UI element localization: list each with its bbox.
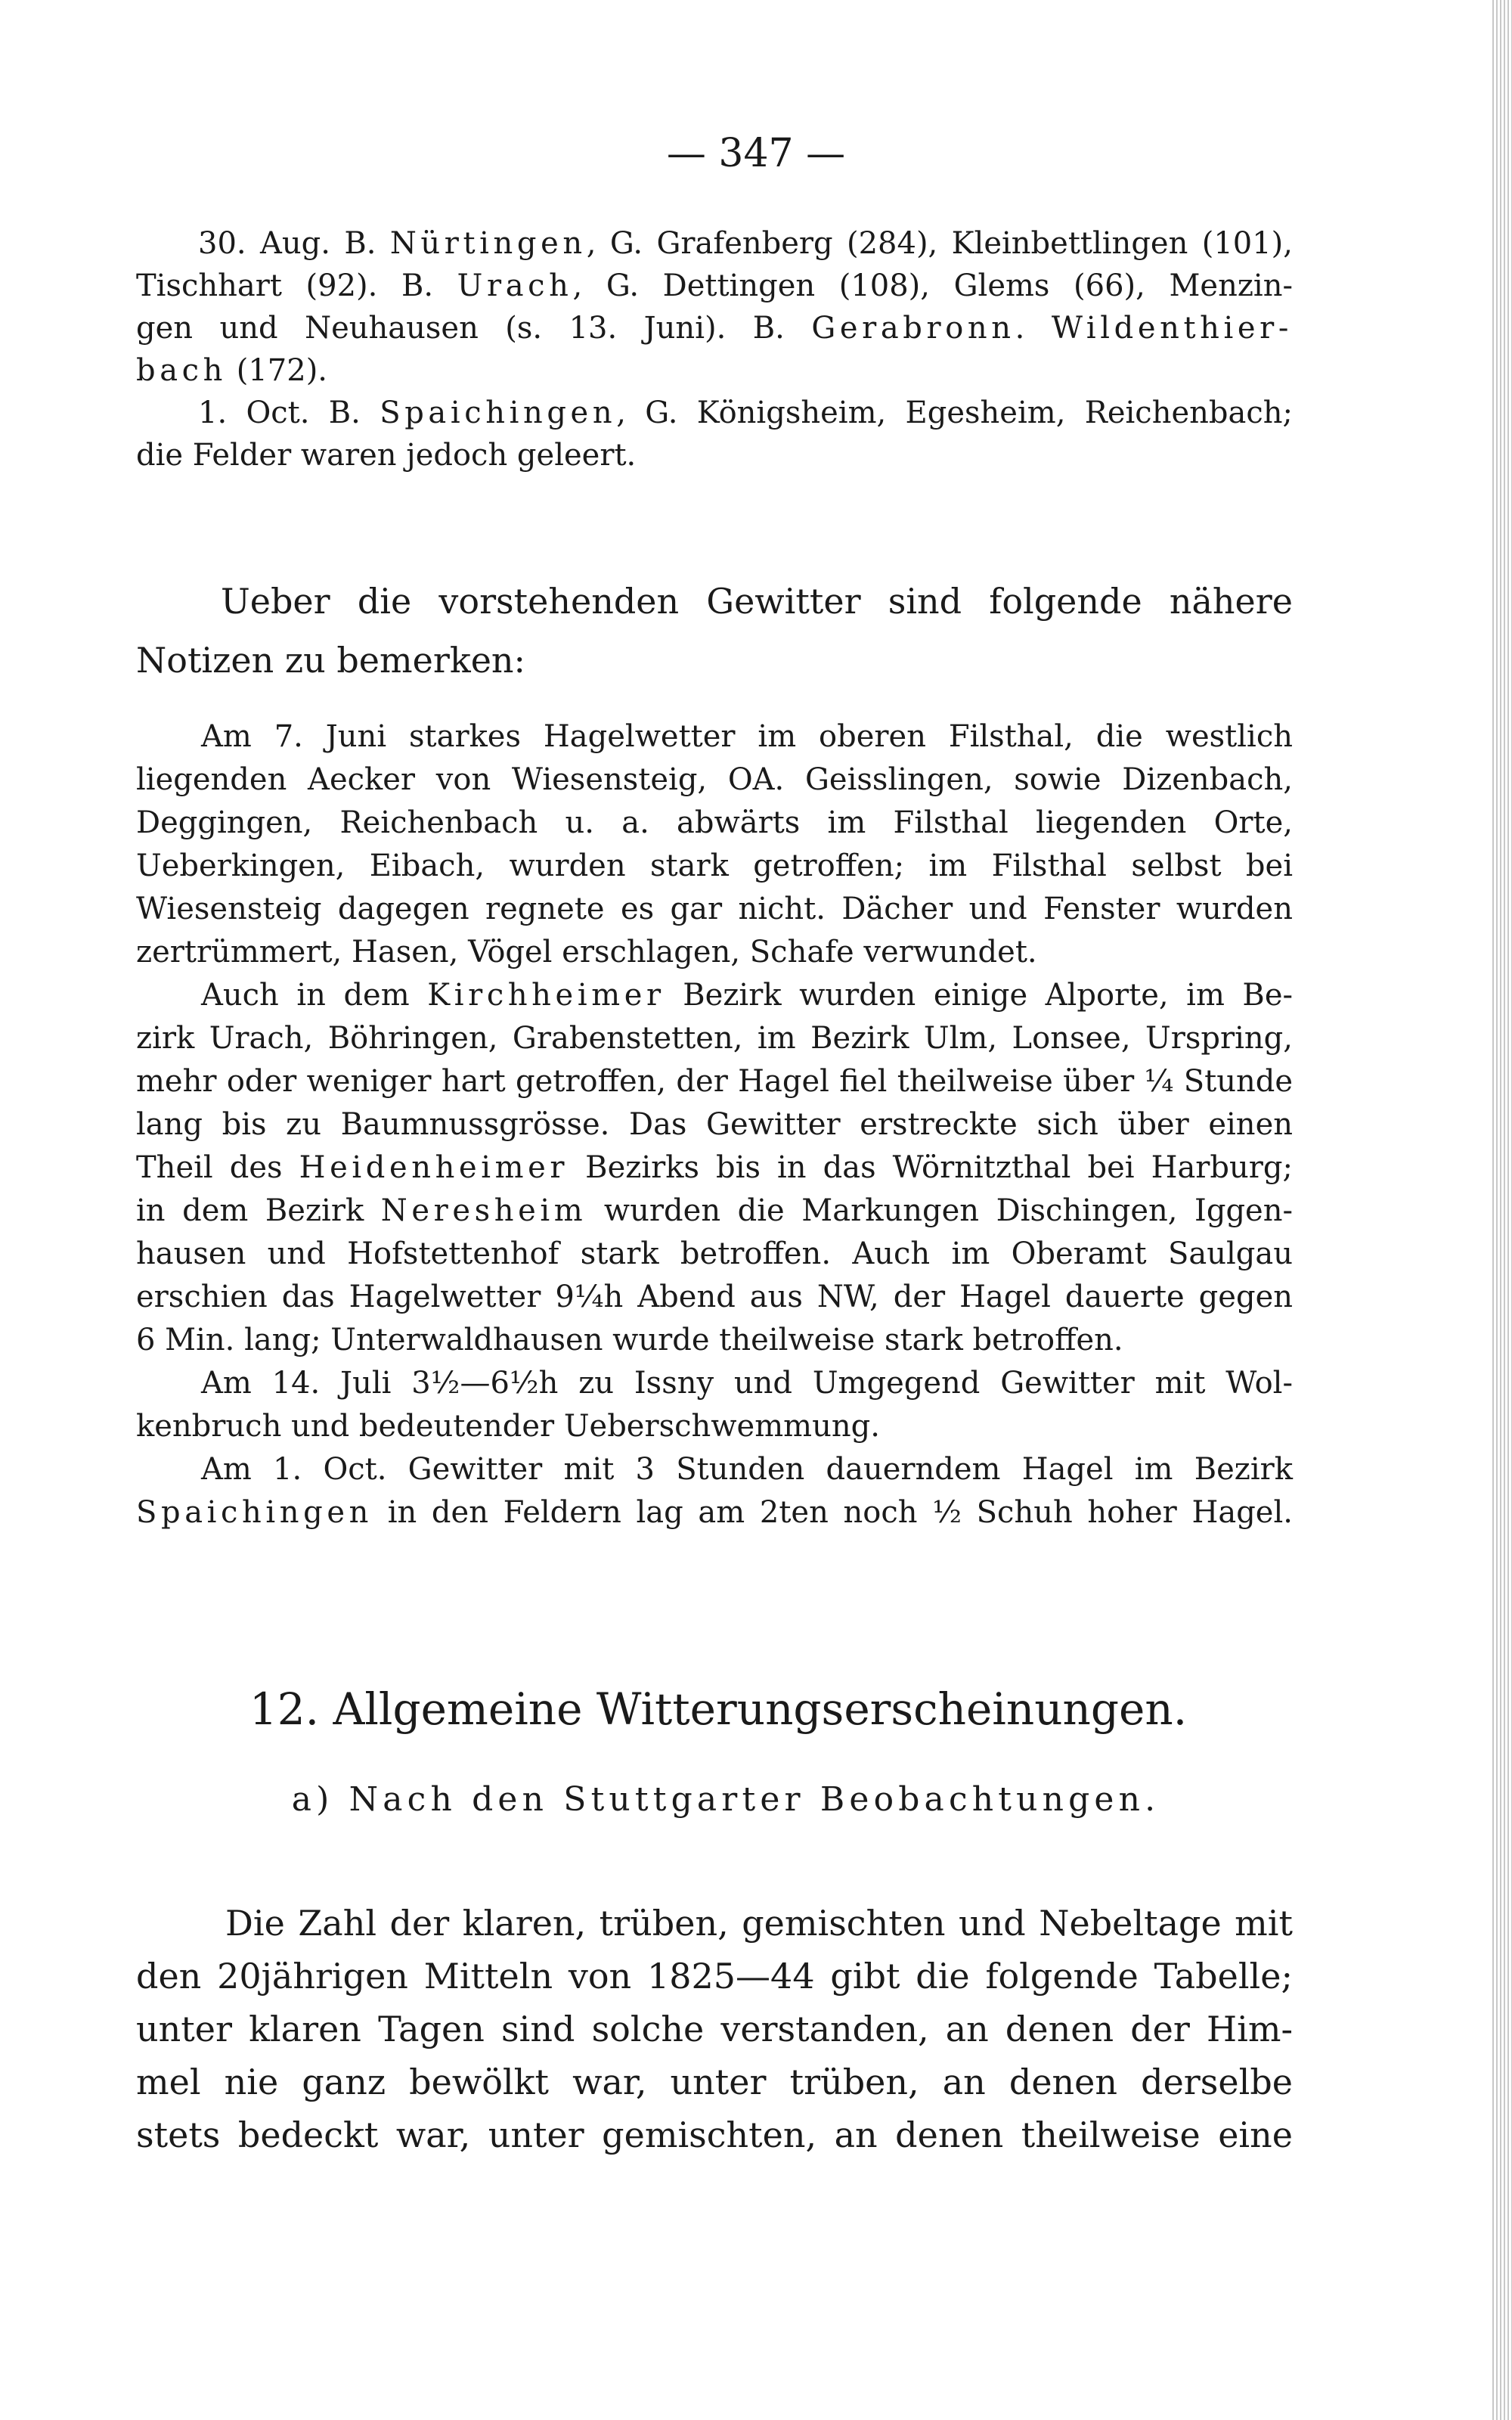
text-line: Die Zahl der klaren, trüben, gemischten und Nebeltage mit: [225, 1903, 1293, 1944]
page-edge: [1492, 0, 1512, 2420]
text-line: mehr oder weniger hart getroffen, der Hagel fiel theilweise über ¼ Stunde: [136, 1064, 1293, 1099]
text-line: Ueberkingen, Eibach, wurden stark getroffen; im Filsthal selbst bei: [136, 849, 1293, 883]
spaced-name: Gerabronn: [811, 311, 1015, 346]
text-line: zertrümmert, Hasen, Vögel erschlagen, Schafe verwundet.: [136, 935, 1037, 970]
text-line: erschien das Hagelwetter 9¼h Abend aus NW, der Hagel dauerte gegen: [136, 1280, 1293, 1314]
text-line: bach (172).: [136, 353, 328, 388]
text-line: Am 7. Juni starkes Hagelwetter im oberen Filsthal, die westlich: [201, 719, 1293, 754]
text-line: 6 Min. lang; Unterwaldhausen wurde theilweise stark betroffen.: [136, 1323, 1123, 1357]
text-line: Spaichingen in den Feldern lag am 2ten noch ½ Schuh hoher Hagel.: [136, 1495, 1293, 1530]
section-subheading: a) Nach den Stuttgarter Beobachtungen.: [291, 1780, 1160, 1819]
text-line: stets bedeckt war, unter gemischten, an denen theilweise eine: [136, 2114, 1293, 2155]
text-line: hausen und Hofstettenhof stark betroffen. Auch im Oberamt Saulgau: [136, 1236, 1293, 1271]
spaced-name: Spaichingen: [380, 396, 617, 430]
text-line: mel nie ganz bewölkt war, unter trüben, an denen derselbe: [136, 2062, 1293, 2102]
spaced-name: Neresheim: [380, 1193, 587, 1228]
text-line: Wiesensteig dagegen regnete es gar nicht. Dächer und Fenster wurden: [136, 892, 1293, 926]
text-line: 30. Aug. B. Nürtingen, G. Grafenberg (284), Kleinbettlingen (101),: [198, 226, 1293, 261]
text-line: Notizen zu bemerken:: [136, 640, 526, 681]
spaced-name: Kirchheimer: [427, 978, 665, 1013]
spaced-name: Nürtingen: [389, 226, 587, 261]
page-number: — 347 —: [666, 131, 846, 176]
text-line: unter klaren Tagen sind solche verstanden, an denen der Him-: [136, 2009, 1293, 2049]
text-line: die Felder waren jedoch geleert.: [136, 438, 637, 473]
text-line: Am 1. Oct. Gewitter mit 3 Stunden dauerndem Hagel im Bezirk: [201, 1452, 1293, 1487]
spaced-name: Spaichingen: [136, 1495, 373, 1530]
text-line: liegenden Aecker von Wiesensteig, OA. Geisslingen, sowie Dizenbach,: [136, 762, 1293, 797]
spaced-name: bach: [136, 353, 228, 388]
text-line: Am 14. Juli 3½—6½h zu Issny und Umgegend Gewitter mit Wol-: [201, 1366, 1293, 1401]
section-heading: 12. Allgemeine Witterungserscheinungen.: [249, 1683, 1188, 1735]
text-line: gen und Neuhausen (s. 13. Juni). B. Gerabronn. Wildenthier-: [136, 311, 1293, 346]
text-line: 1. Oct. B. Spaichingen, G. Königsheim, Egesheim, Reichenbach;: [198, 396, 1293, 430]
text-line: lang bis zu Baumnussgrösse. Das Gewitter erstreckte sich über einen: [136, 1107, 1293, 1142]
spaced-name: Wildenthier-: [1051, 311, 1293, 346]
spaced-name: Heidenheimer: [299, 1150, 569, 1185]
text-line: den 20jährigen Mitteln von 1825—44 gibt die folgende Tabelle;: [136, 1956, 1293, 1996]
text-line: Auch in dem Kirchheimer Bezirk wurden einige Alporte, im Be-: [201, 978, 1294, 1013]
text-line: Deggingen, Reichenbach u. a. abwärts im Filsthal liegenden Orte,: [136, 805, 1293, 840]
text-line: kenbruch und bedeutender Ueberschwemmung.: [136, 1409, 880, 1444]
text-line: in dem Bezirk Neresheim wurden die Markungen Dischingen, Iggen-: [136, 1193, 1293, 1228]
text-line: zirk Urach, Böhringen, Grabenstetten, im Bezirk Ulm, Lonsee, Urspring,: [136, 1021, 1293, 1056]
text-line: Ueber die vorstehenden Gewitter sind folgende nähere: [221, 581, 1293, 622]
text-line: Tischhart (92). B. Urach, G. Dettingen (108), Glems (66), Menzin-: [136, 268, 1293, 303]
spaced-name: Urach: [457, 268, 573, 303]
text-line: Theil des Heidenheimer Bezirks bis in das Wörnitzthal bei Harburg;: [136, 1150, 1293, 1185]
